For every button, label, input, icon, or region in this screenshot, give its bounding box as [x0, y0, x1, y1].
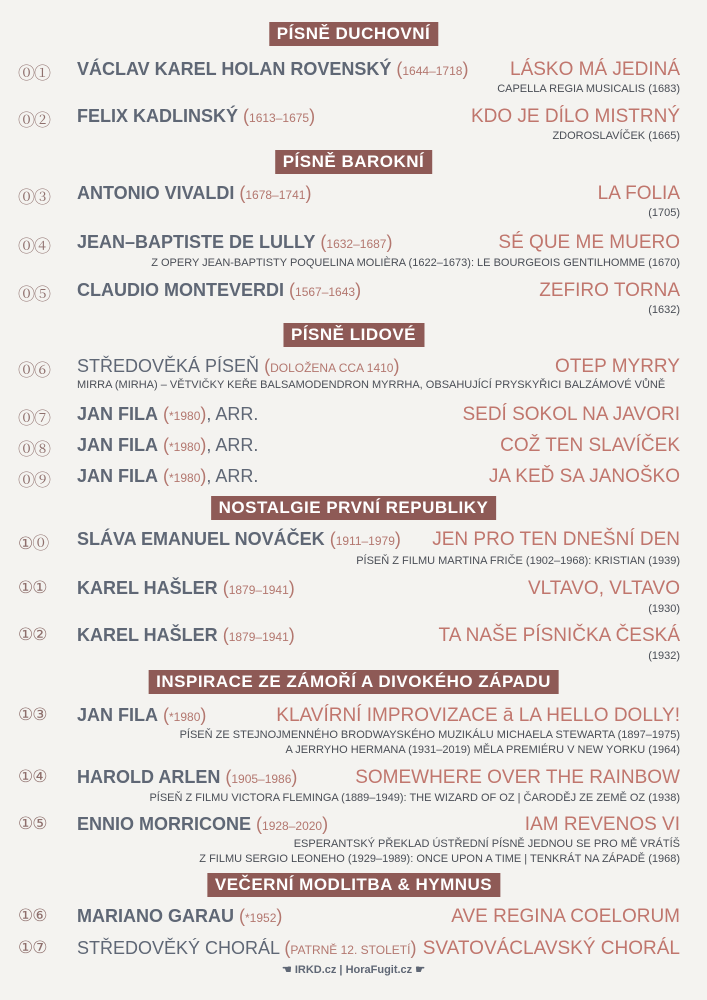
composer: FELIX KADLINSKÝ (1613–1675) [77, 106, 316, 126]
item-02-source: ZDOROSLAVÍČEK (1665) [552, 130, 680, 142]
section-header-folk: PÍSNĚ LIDOVÉ [283, 323, 424, 347]
composer-dates: 1905–1986 [231, 772, 292, 786]
item-14-source: PÍSEŇ Z FILMU VICTORA FLEMINGA (1889–1949): THE WIZARD OF OZ | ČARODĚJ ZE ZEMĚ OZ (1938) [149, 792, 680, 804]
composer-name: JAN FILA [77, 404, 158, 424]
item-number: ①③ [18, 705, 47, 724]
composer-dates: *1980 [169, 471, 201, 485]
composer-name: JAN FILA [77, 466, 158, 486]
composer-dates: *1980 [169, 409, 201, 423]
composer-dates: 1879–1941 [228, 630, 289, 644]
item-number: ①⑦ [18, 938, 47, 957]
composer: SLÁVA EMANUEL NOVÁČEK (1911–1979) [77, 529, 401, 549]
composer: KAREL HAŠLER (1879–1941) [77, 578, 295, 598]
composer-dates: DOLOŽENA CCA 1410 [270, 361, 394, 375]
composer-dates: 1879–1941 [228, 583, 289, 597]
song-title: SÉ QUE ME MUERO [498, 232, 680, 253]
composer-name: HAROLD ARLEN [77, 767, 221, 787]
song-title: SOMEWHERE OVER THE RAINBOW [355, 767, 680, 788]
item-13-note-1: PÍSEŇ ZE STEJNOJMENNÉHO BRODWAYSKÉHO MUZIKÁLU MICHAELA STEWARTA (1897–1975) [179, 729, 680, 741]
composer: MARIANO GARAU (*1952) [77, 906, 283, 926]
song-title: LA FOLIA [597, 183, 680, 204]
composer: CLAUDIO MONTEVERDI (1567–1643) [77, 280, 362, 300]
composer: JAN FILA (*1980), ARR. [77, 466, 259, 486]
composer-name: STŘEDOVĚKÁ PÍSEŇ [77, 356, 260, 376]
item-10-source: PÍSEŇ Z FILMU MARTINA FRIČE (1902–1968): KRISTIAN (1939) [356, 555, 680, 567]
composer-name: KAREL HAŠLER [77, 578, 218, 598]
item-06-note: MIRRA (MIRHA) – VĚTVIČKY KEŘE BALSAMODENDRON MYRRHA, OBSAHUJÍCÍ PRYSKYŘICI BALZÁMOVÉ VŮNĚ [77, 379, 666, 391]
composer-dates: 1644–1718 [402, 64, 463, 78]
item-11-source: (1930) [648, 603, 680, 615]
item-01-source: CAPELLA REGIA MUSICALIS (1683) [497, 83, 680, 95]
section-header-baroque: PÍSNĚ BAROKNÍ [275, 150, 433, 174]
song-title: ZEFIRO TORNA [539, 280, 680, 301]
item-number: ⓪④ [18, 237, 50, 256]
footer-links[interactable]: ☚ IRKD.cz | HoraFugit.cz ☛ [281, 964, 426, 976]
composer-dates: 1632–1687 [326, 237, 387, 251]
composer: JAN FILA (*1980), ARR. [77, 404, 259, 424]
composer: JAN FILA (*1980) [77, 705, 207, 725]
item-number: ①④ [18, 767, 47, 786]
composer-dates: 1613–1675 [249, 111, 310, 125]
item-12-source: (1932) [648, 650, 680, 662]
item-04-source: Z OPERY JEAN-BAPTISTY POQUELINA MOLIÈRA (1622–1673): LE BOURGEOIS GENTILHOMME (1670) [151, 257, 680, 269]
composer-name: JAN FILA [77, 435, 158, 455]
composer-dates: 1678–1741 [245, 188, 306, 202]
composer-dates: *1980 [169, 710, 201, 724]
section-header-spiritual: PÍSNĚ DUCHOVNÍ [269, 22, 438, 46]
composer-name: CLAUDIO MONTEVERDI [77, 280, 284, 300]
composer-name: FELIX KADLINSKÝ [77, 106, 239, 126]
composer: KAREL HAŠLER (1879–1941) [77, 625, 295, 645]
composer: VÁCLAV KAREL HOLAN ROVENSKÝ (1644–1718) [77, 59, 469, 79]
composer-dates: PATRNĚ 12. STOLETÍ [290, 943, 411, 957]
song-title: VLTAVO, VLTAVO [527, 578, 680, 599]
composer-name: JEAN–BAPTISTE DE LULLY [77, 232, 316, 252]
composer: STŘEDOVĚKÁ PÍSEŇ (DOLOŽENA CCA 1410) [77, 356, 400, 376]
item-number: ⓪⑧ [18, 440, 50, 459]
composer-name: STŘEDOVĚKÝ CHORÁL [77, 938, 280, 958]
composer-name: ANTONIO VIVALDI [77, 183, 235, 203]
song-title: IAM REVENOS VI [524, 814, 680, 835]
item-13-note-2: A JERRYHO HERMANA (1931–2019) MĚLA PREMIÉRU V NEW YORKU (1964) [285, 744, 680, 756]
composer-name: KAREL HAŠLER [77, 625, 218, 645]
composer: JEAN–BAPTISTE DE LULLY (1632–1687) [77, 232, 393, 252]
composer-dates: *1952 [245, 911, 277, 925]
song-title: OTEP MYRRY [555, 356, 680, 377]
song-title: JEN PRO TEN DNEŠNÍ DEN [432, 529, 680, 550]
song-title: SEDÍ SOKOL NA JAVORI [462, 404, 680, 425]
song-title: AVE REGINA COELORUM [451, 906, 680, 927]
item-number: ⓪⑤ [18, 285, 50, 304]
composer: JAN FILA (*1980), ARR. [77, 435, 259, 455]
composer-name: SLÁVA EMANUEL NOVÁČEK [77, 529, 325, 549]
composer-dates: 1928–2020 [262, 819, 323, 833]
arranger-suffix: , ARR. [206, 466, 259, 486]
item-number: ①⑤ [18, 814, 47, 833]
song-title: SVATOVÁCLAVSKÝ CHORÁL [422, 938, 680, 959]
song-title: LÁSKO MÁ JEDINÁ [510, 59, 680, 80]
item-number: ⓪① [18, 64, 50, 83]
item-number: ⓪③ [18, 188, 50, 207]
song-title: COŽ TEN SLAVÍČEK [500, 435, 680, 456]
item-number: ①⑥ [18, 906, 47, 925]
composer: ANTONIO VIVALDI (1678–1741) [77, 183, 312, 203]
section-header-overseas: INSPIRACE ZE ZÁMOŘÍ A DIVOKÉHO ZÁPADU [148, 670, 559, 694]
item-number: ⓪⑦ [18, 409, 50, 428]
item-05-source: (1632) [648, 304, 680, 316]
composer-name: MARIANO GARAU [77, 906, 234, 926]
composer: ENNIO MORRICONE (1928–2020) [77, 814, 329, 834]
item-number: ⓪⑨ [18, 471, 50, 490]
item-number: ①② [18, 625, 47, 644]
composer-dates: *1980 [169, 440, 201, 454]
song-title: JA KEĎ SA JANOŠKO [488, 466, 680, 487]
section-header-evening-prayer: VEČERNÍ MODLITBA & HYMNUS [207, 873, 500, 897]
item-number: ⓪⑥ [18, 361, 50, 380]
item-number: ①⓪ [18, 534, 49, 553]
arranger-suffix: , ARR. [206, 435, 259, 455]
arranger-suffix: , ARR. [206, 404, 259, 424]
section-header-nostalgia: NOSTALGIE PRVNÍ REPUBLIKY [211, 496, 497, 520]
composer: HAROLD ARLEN (1905–1986) [77, 767, 298, 787]
item-15-note-1: ESPERANTSKÝ PŘEKLAD ÚSTŘEDNÍ PÍSNĚ JEDNOU SE PRO MĚ VRÁTÍŠ [293, 838, 680, 850]
composer-name: ENNIO MORRICONE [77, 814, 252, 834]
item-number: ⓪② [18, 111, 50, 130]
composer-name: VÁCLAV KAREL HOLAN ROVENSKÝ [77, 59, 392, 79]
composer: STŘEDOVĚKÝ CHORÁL (PATRNĚ 12. STOLETÍ) [77, 938, 417, 958]
item-03-source: (1705) [648, 207, 680, 219]
song-title: KLAVÍRNÍ IMPROVIZACE ā LA HELLO DOLLY! [276, 705, 680, 726]
item-15-note-2: Z FILMU SERGIO LEONEHO (1929–1989): ONCE UPON A TIME | TENKRÁT NA ZÁPADĚ (1968) [199, 853, 680, 865]
song-title: KDO JE DÍLO MISTRNÝ [470, 106, 680, 127]
composer-name: JAN FILA [77, 705, 158, 725]
song-title: TA NAŠE PÍSNIČKA ČESKÁ [438, 625, 680, 646]
composer-dates: 1567–1643 [295, 285, 356, 299]
item-number: ①① [18, 578, 47, 597]
composer-dates: 1911–1979 [335, 534, 395, 548]
